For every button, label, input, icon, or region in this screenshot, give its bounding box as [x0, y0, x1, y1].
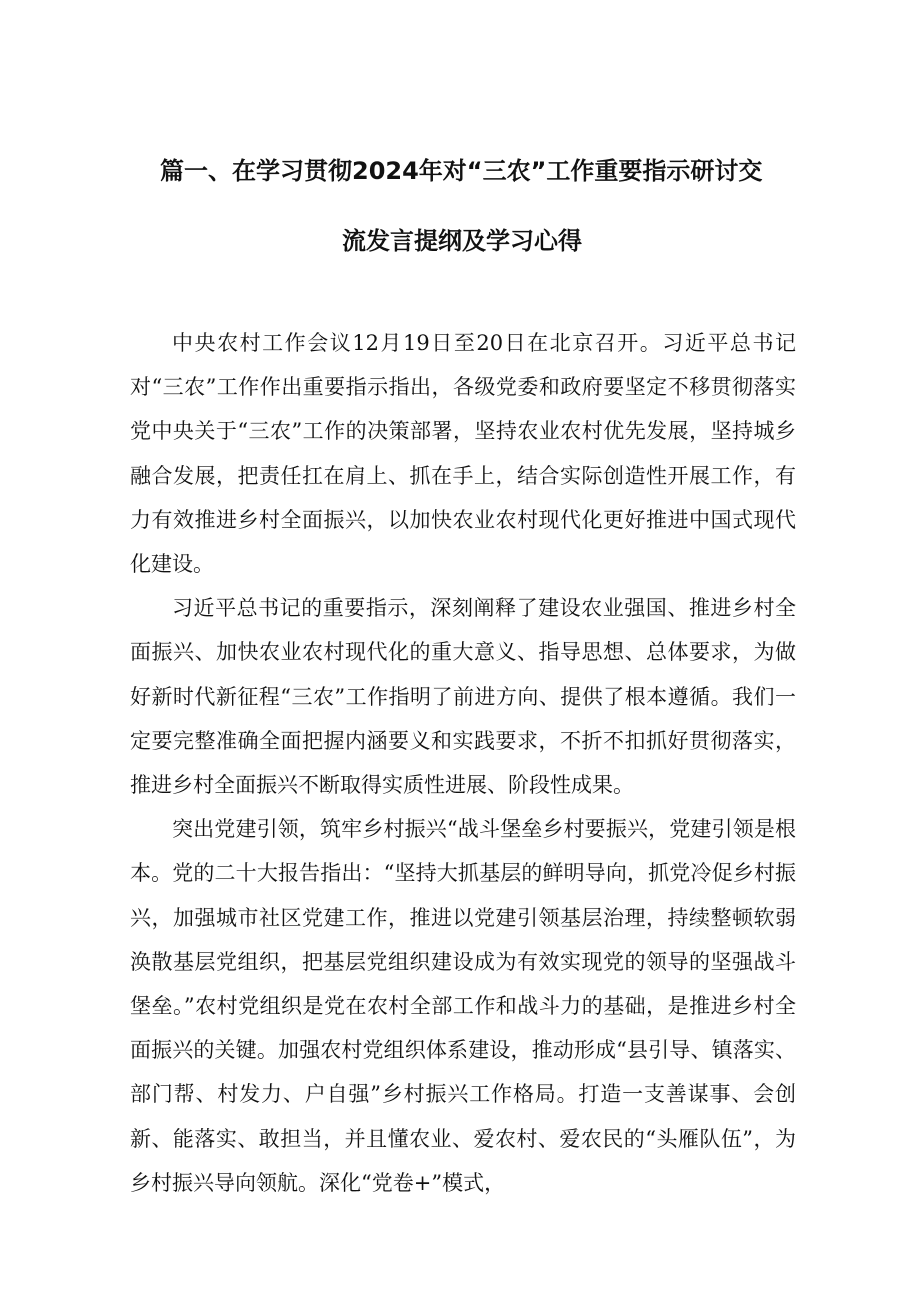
document-body	[130, 321, 796, 1205]
body-paragraph-1: 中央农村工作会议12月19日至20日在北京召开。习近平总书记对“三农”工作作出重要指示指出，各级党委和政府要坚定不移贯彻落实党中央关于“三农”工作的决策部署，坚持农业农村优先发展，坚持城乡融合发展，把责任扛在肩上、抓在手上，结合实际创造性开展工作，有力有效推进乡村全面振兴，以加快农业农村现代化更好推进中国式现代化建设。	[130, 331, 796, 577]
document-title-line-1: 篇一、在学习贯彻2024年对“三农”工作重要指示研讨交	[160, 157, 763, 185]
body-paragraph-3: 突出党建引领，筑牢乡村振兴“战斗堡垒乡村要振兴，党建引领是根本。党的二十大报告指出：“坚持大抓基层的鲜明导向，抓党冷促乡村振兴，加强城市社区党建工作，推进以党建引领基层治理，持续整顿软弱涣散基层党组织，把基层党组织建设成为有效实现党的领导的坚强战斗堡垒。”农村党组织是党在农村全部工作和战斗力的基础，是推进乡村全面振兴的关键。加强农村党组织体系建设，推动形成“县引导、镇落实、部门帮、村发力、户自强”乡村振兴工作格局。打造一支善谋事、会创新、能落实、敢担当，并且懂农业、爱农村、爱农民的“头雁队伍”，为乡村振兴导向领航。深化“党卷+”模式，	[130, 817, 796, 1195]
document-title-line-2: 流发言提纲及学习心得	[342, 227, 582, 255]
body-paragraph-2: 习近平总书记的重要指示，深刻阐释了建设农业强国、推进乡村全面振兴、加快农业农村现代化的重大意义、指导思想、总体要求，为做好新时代新征程“三农”工作指明了前进方向、提供了根本遵循。我们一定要完整准确全面把握内涵要义和实践要求，不折不扣抓好贯彻落实，推进乡村全面振兴不断取得实质性进展、阶段性成果。	[130, 596, 796, 798]
